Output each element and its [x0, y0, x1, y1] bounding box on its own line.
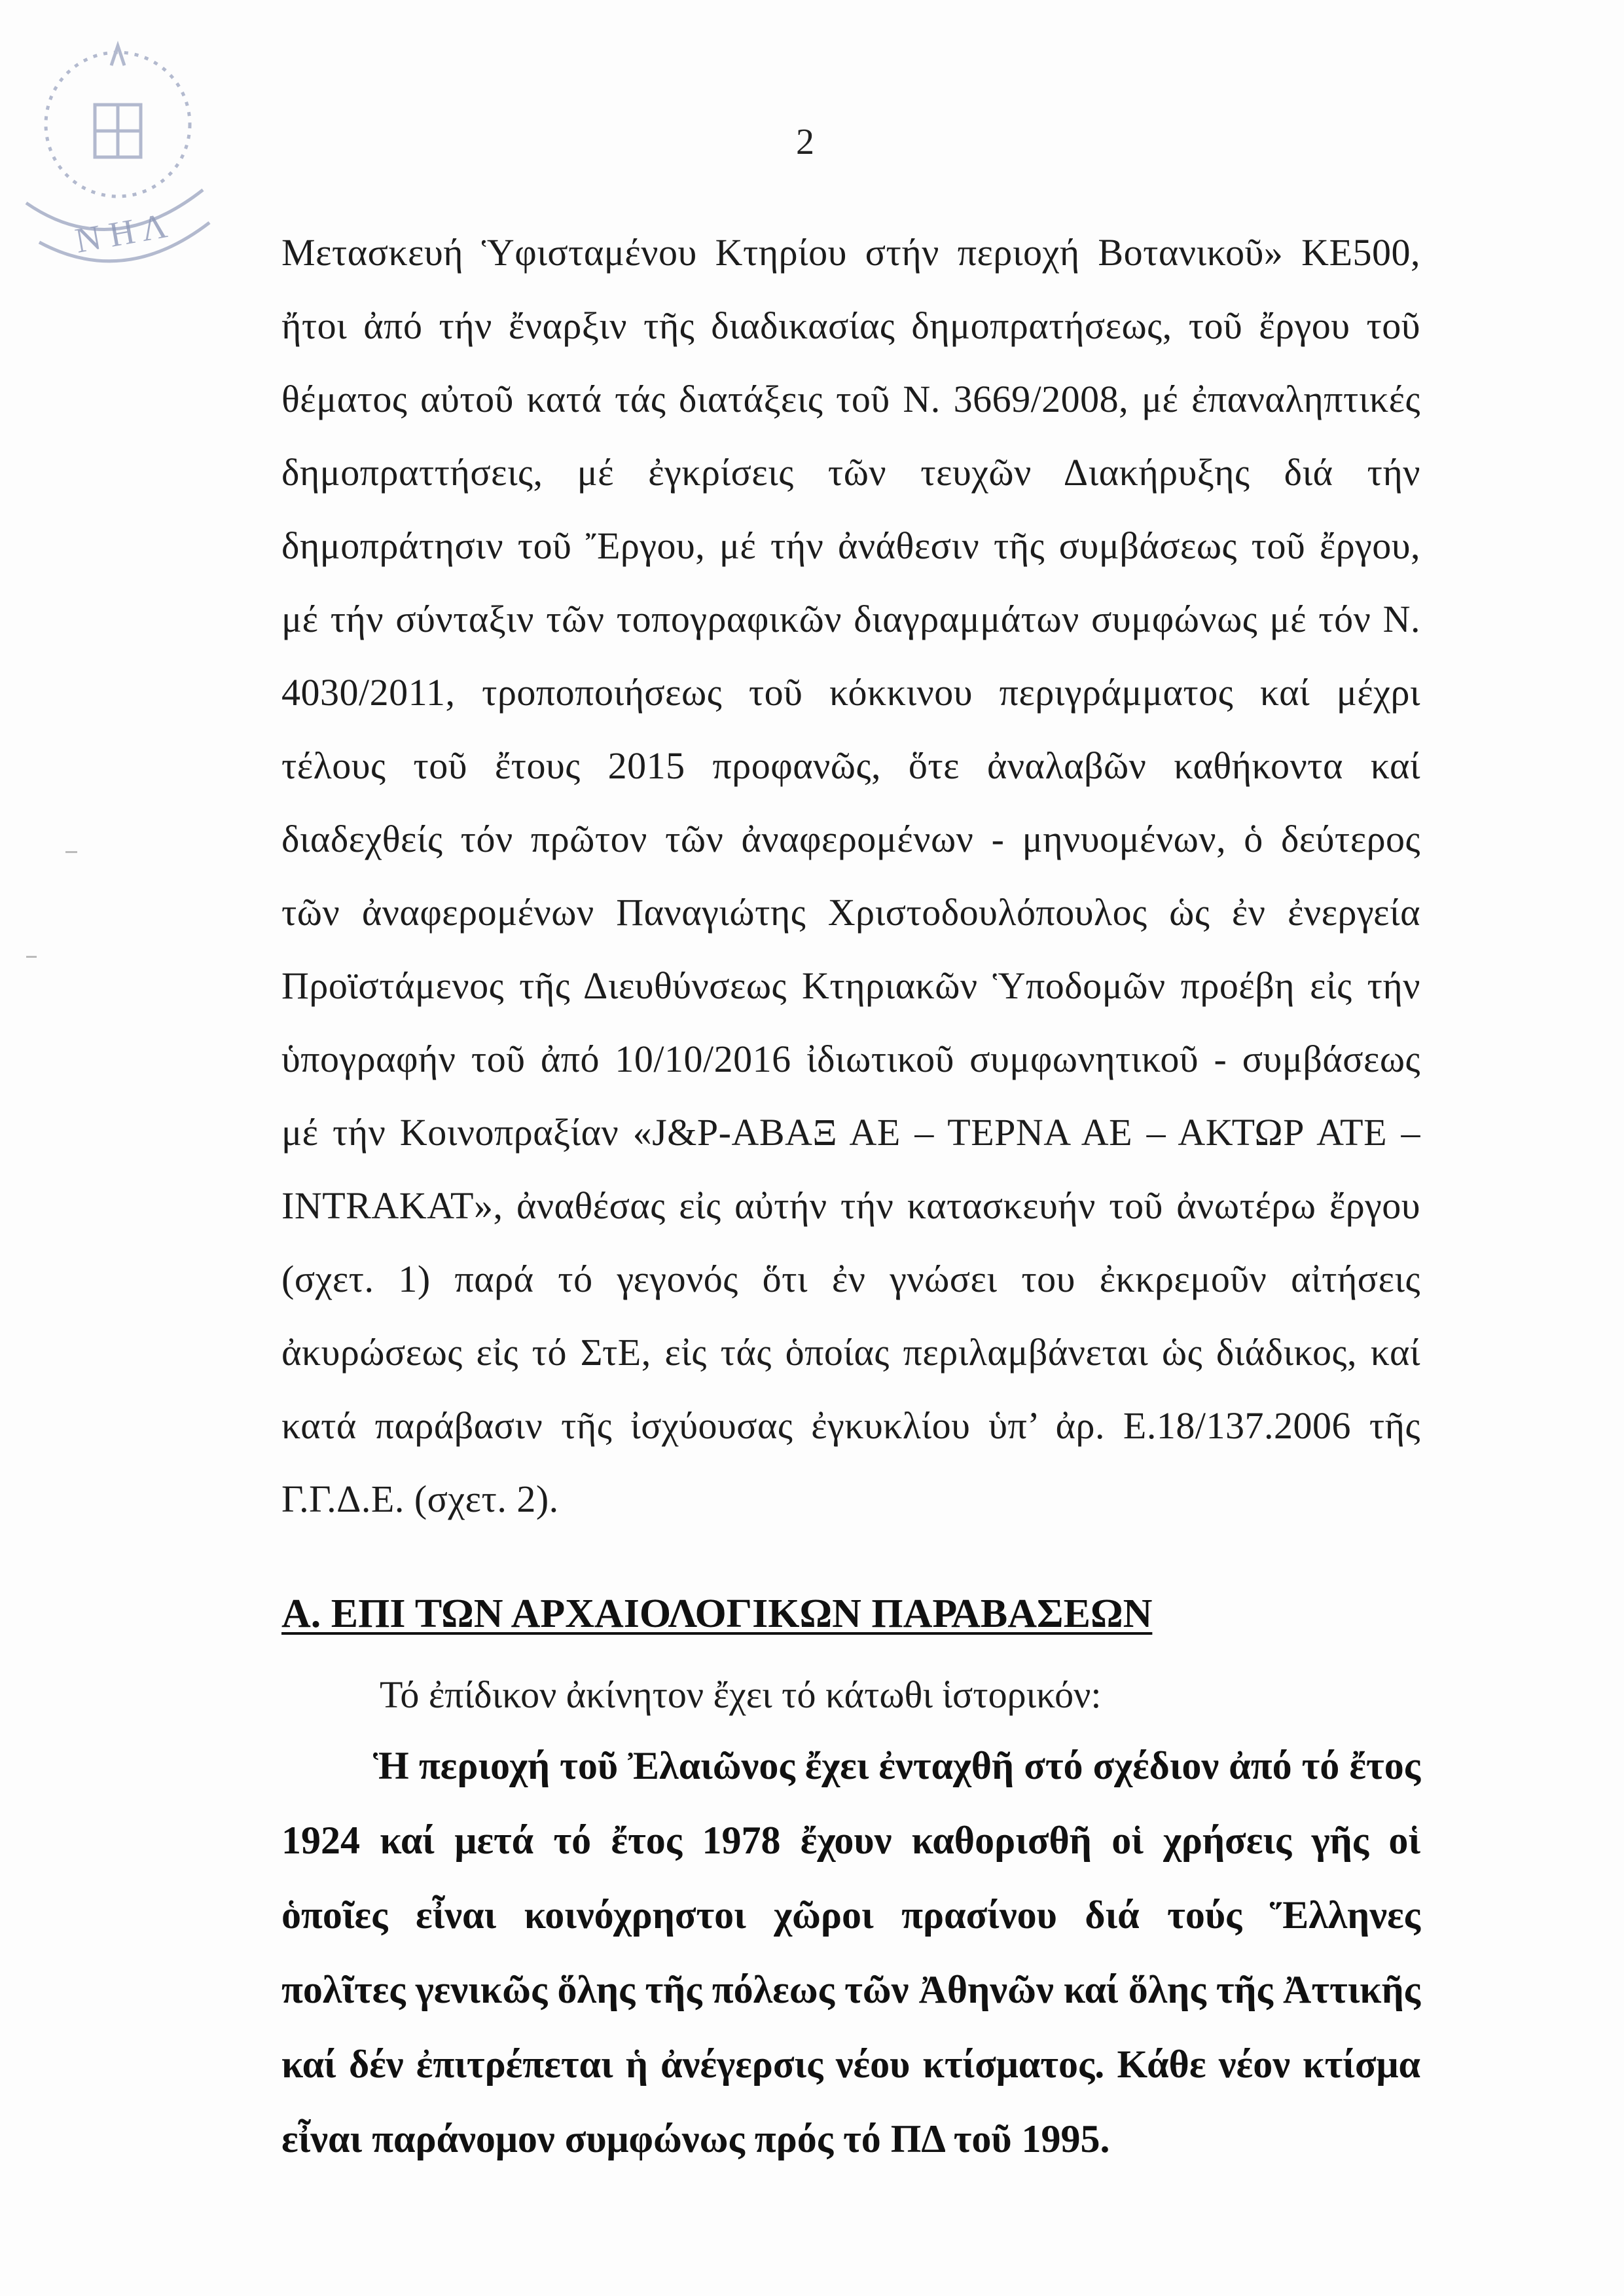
section-heading: Α. ΕΠΙ ΤΩΝ ΑΡΧΑΙΟΛΟΓΙΚΩΝ ΠΑΡΑΒΑΣΕΩΝ — [281, 1592, 1153, 1636]
intro-line: Τό ἐπίδικον ἀκίνητον ἔχει τό κάτωθι ἱστορικόν: — [380, 1673, 1102, 1716]
page-number: 2 — [796, 122, 814, 162]
bold-paragraph — [281, 1728, 1420, 2176]
bold-paragraph-text: Ἡ περιοχή τοῦ Ἐλαιῶνος ἔχει ἐνταχθῆ στό σχέδιον ἀπό τό ἔτος 1924 καί μετά τό ἔτος 1978 ἔχουν καθορισθῆ οἱ χρήσεις γῆς οἱ ὁποῖες εἶναι κοινόχρηστοι χῶροι πρασίνου διά τούς Ἕλληνες πολῖτες γενικῶς ὅλης τῆς πόλεως τῶν Ἀθηνῶν καί ὅλης τῆς Ἀττικῆς καί δέν ἐπιτρέπεται ἡ ἀνέγερσις νέου κτίσματος. Κάθε νέον κτίσμα εἶναι παράνομον συμφώνως πρός τό ΠΔ τοῦ 1995. — [281, 1744, 1420, 2160]
margin-mark — [26, 956, 37, 958]
margin-mark — [65, 851, 77, 853]
body-paragraph-text: Μετασκευή Ὑφισταμένου Κτηρίου στήν περιοχή Βοτανικοῦ» ΚΕ500, ἤτοι ἀπό τήν ἔναρξιν τῆς διαδικασίας δημοπρατήσεως, τοῦ ἔργου τοῦ θέματος αὐτοῦ κατά τάς διατάξεις τοῦ Ν. 3669/2008, μέ ἐπαναληπτικές δημοπραττήσεις, μέ ἐγκρίσεις τῶν τευχῶν Διακήρυξης διά τήν δημοπράτησιν τοῦ Ἔργου, μέ τήν ἀνάθεσιν τῆς συμβάσεως τοῦ ἔργου, μέ τήν σύνταξιν τῶν τοπογραφικῶν διαγραμμάτων συμφώνως μέ τόν Ν. 4030/2011, τροποποιήσεως τοῦ κόκκινου περιγράμματος καί μέχρι τέλους τοῦ ἔτους 2015 προφανῶς, ὅτε ἀναλαβῶν καθήκοντα καί διαδεχθείς τόν πρῶτον τῶν ἀναφερομένων - μηνυομένων, ὁ δεύτερος τῶν ἀναφερομένων Παναγιώτης Χριστοδουλόπουλος ὡς ἐν ἐνεργεία Προϊστάμενος τῆς Διευθύνσεως Κτηριακῶν Ὑποδομῶν προέβη εἰς τήν ὑπογραφήν τοῦ ἀπό 10/10/2016 ἰδιωτικοῦ συμφωνητικοῦ - συμβάσεως μέ τήν Κοινοπραξίαν «J&P-ΑΒΑΞ ΑΕ – ΤΕΡΝΑ ΑΕ – ΑΚΤΩΡ ΑΤΕ – INTRAKAT», ἀναθέσας εἰς αὐτήν τήν κατασκευήν τοῦ ἀνωτέρω ἔργου (σχετ. 1) παρά τό γεγονός ὅτι ἐν γνώσει του ἐκκρεμοῦν αἰτήσεις ἀκυρώσεως εἰς τό ΣτΕ, εἰς τάς ὁποίας περιλαμβάνεται ὡς διάδικος, καί κατά παράβασιν τῆς ἰσχύουσας ἐγκυκλίου ὑπ’ ἀρ. Ε.18/137.2006 τῆς Γ.Γ.Δ.Ε. (σχετ. 2). — [281, 231, 1420, 1520]
body-paragraph — [281, 216, 1420, 1536]
seal-stamp-icon — [13, 26, 229, 275]
svg-text:Ν Η Λ: Ν Η Λ — [72, 206, 170, 261]
